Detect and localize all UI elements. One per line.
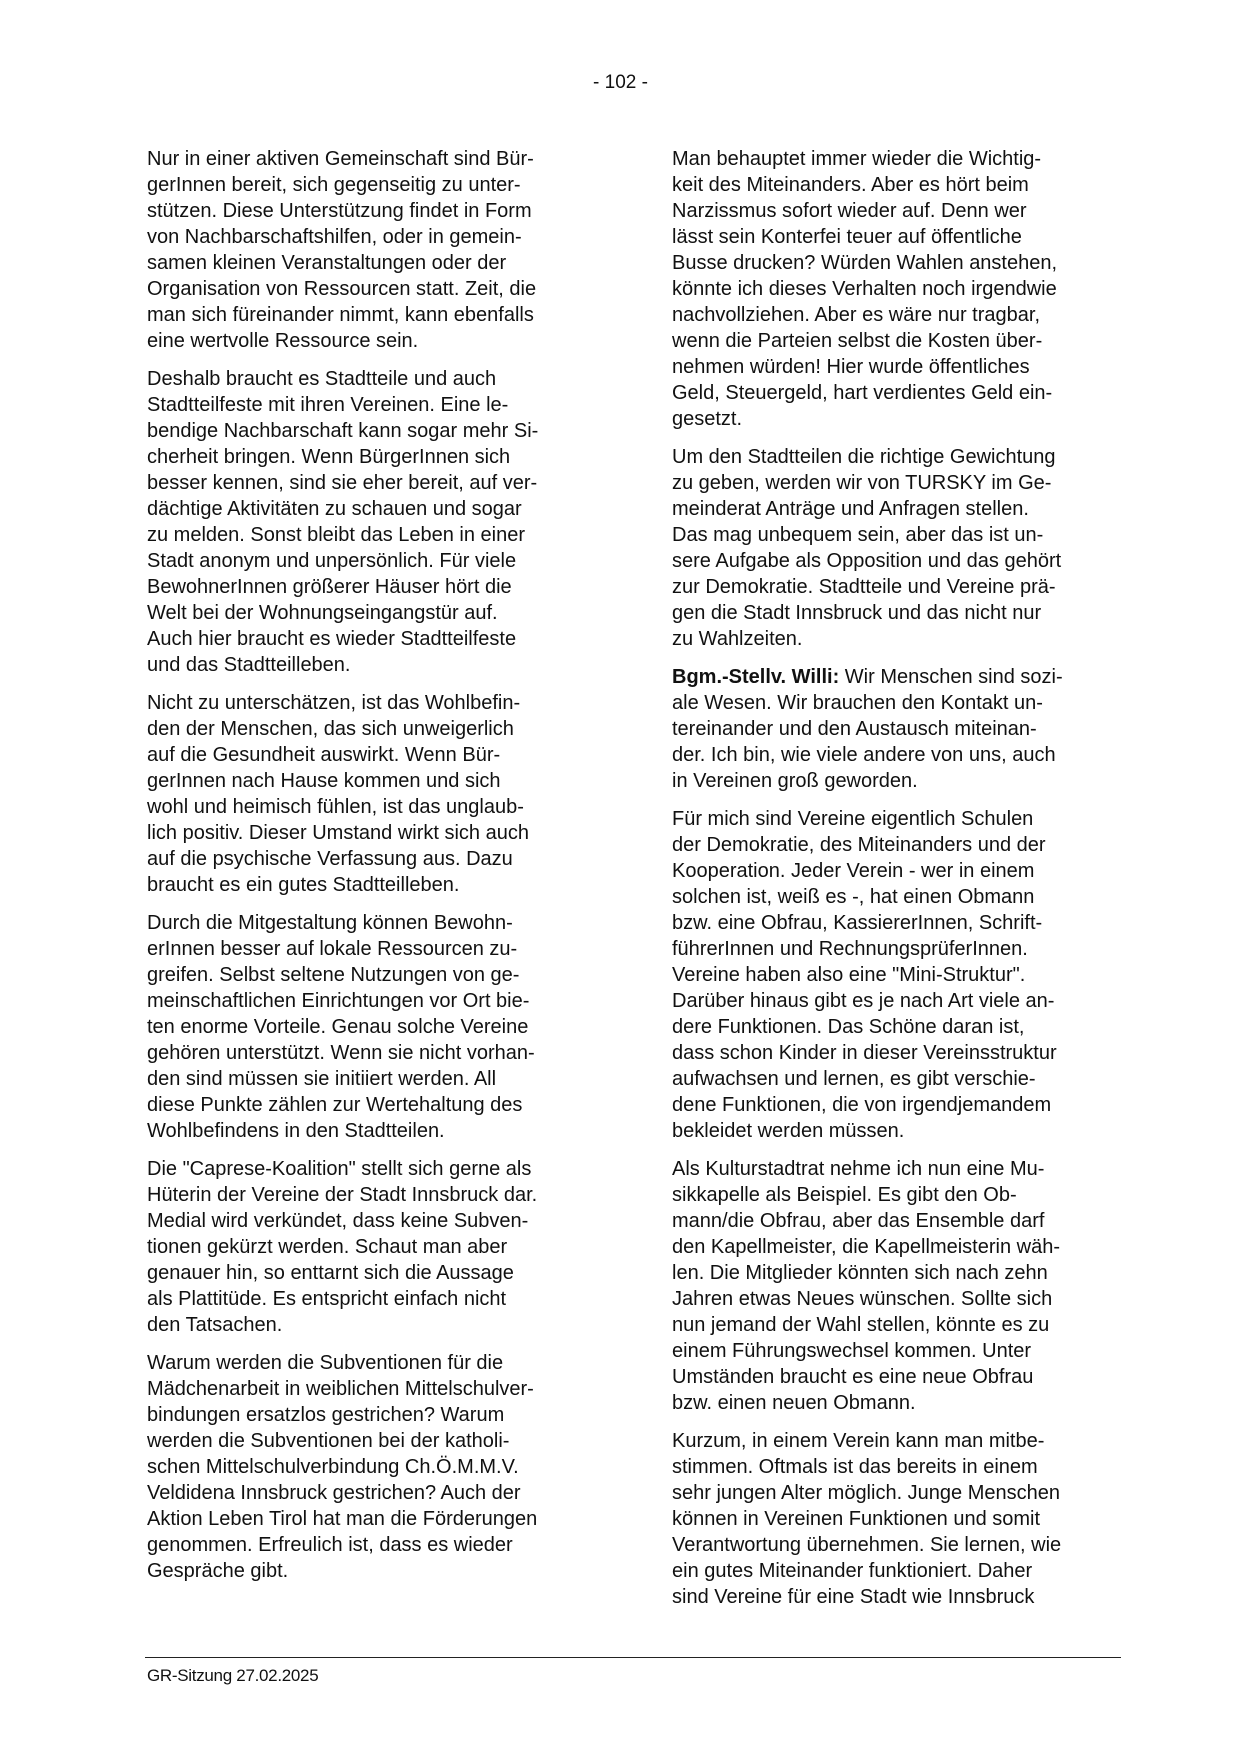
text-line: Aktion Leben Tirol hat man die Förderungen	[147, 1508, 538, 1530]
text-line: Gespräche gibt.	[147, 1560, 289, 1582]
text-line: bendige Nachbarschaft kann sogar mehr Si-	[147, 420, 539, 442]
text-line: den Kapellmeister, die Kapellmeisterin wäh-	[672, 1236, 1060, 1258]
text-line: tionen gekürzt werden. Schaut man aber	[147, 1236, 508, 1258]
text-line: lich positiv. Dieser Umstand wirkt sich auch	[147, 822, 529, 844]
text-line: nun jemand der Wahl stellen, könnte es zu	[672, 1314, 1050, 1336]
text-line: ale Wesen. Wir brauchen den Kontakt un-	[672, 692, 1043, 714]
text-line: Medial wird verkündet, dass keine Subven-	[147, 1210, 529, 1232]
text-line: erInnen besser auf lokale Ressourcen zu-	[147, 938, 518, 960]
text-line: Narzissmus sofort wieder auf. Denn wer	[672, 200, 1027, 222]
text-line: nachvollziehen. Aber es wäre nur tragbar,	[672, 304, 1040, 326]
text-line: samen kleinen Veranstaltungen oder der	[147, 252, 507, 274]
text-line: könnte ich dieses Verhalten noch irgendwie	[672, 278, 1057, 300]
text-line: Man behauptet immer wieder die Wichtig-	[672, 148, 1042, 170]
paragraph	[672, 146, 1142, 432]
text-line: gerInnen nach Hause kommen und sich	[147, 770, 501, 792]
text-line: man sich füreinander nimmt, kann ebenfalls	[147, 304, 534, 326]
text-line: gehören unterstützt. Wenn sie nicht vorhan-	[147, 1042, 535, 1064]
text-line: einem Führungswechsel kommen. Unter	[672, 1340, 1032, 1362]
text-line: Jahren etwas Neues wünschen. Sollte sich	[672, 1288, 1053, 1310]
paragraph	[672, 1428, 1142, 1610]
text-line: zu Wahlzeiten.	[672, 628, 803, 650]
text-line: dass schon Kinder in dieser Vereinsstruktur	[672, 1042, 1057, 1064]
text-line: eine wertvolle Ressource sein.	[147, 330, 419, 352]
text-line: greifen. Selbst seltene Nutzungen von ge-	[147, 964, 520, 986]
text-line: aufwachsen und lernen, es gibt verschie-	[672, 1068, 1036, 1090]
paragraph	[672, 444, 1142, 652]
text-line: den sind müssen sie initiiert werden. All	[147, 1068, 497, 1090]
text-line: der. Ich bin, wie viele andere von uns, auch	[672, 744, 1056, 766]
text-line: bindungen ersatzlos gestrichen? Warum	[147, 1404, 505, 1426]
text-line: Busse drucken? Würden Wahlen anstehen,	[672, 252, 1058, 274]
text-line: stützen. Diese Unterstützung findet in Form	[147, 200, 532, 222]
text-line: als Plattitüde. Es entspricht einfach nicht	[147, 1288, 507, 1310]
speaker-text: Wir Menschen sind sozi-	[839, 666, 1063, 688]
text-line: gerInnen bereit, sich gegenseitig zu unter-	[147, 174, 521, 196]
text-line: auf die Gesundheit auswirkt. Wenn Bür-	[147, 744, 501, 766]
text-line: Mädchenarbeit in weiblichen Mittelschulver-	[147, 1378, 534, 1400]
text-line: führerInnen und RechnungsprüferInnen.	[672, 938, 1028, 960]
text-line: keit des Miteinanders. Aber es hört beim	[672, 174, 1029, 196]
text-line: und das Stadtteilleben.	[147, 654, 351, 676]
text-line: Um den Stadtteilen die richtige Gewichtung	[672, 446, 1056, 468]
text-line: Die "Caprese-Koalition" stellt sich gerne als	[147, 1158, 532, 1180]
text-line: zu geben, werden wir von TURSKY im Ge-	[672, 472, 1052, 494]
text-line: dere Funktionen. Das Schöne daran ist,	[672, 1016, 1025, 1038]
text-line: Auch hier braucht es wieder Stadtteilfeste	[147, 628, 517, 650]
text-line: Warum werden die Subventionen für die	[147, 1352, 504, 1374]
text-line: Stadtteilfeste mit ihren Vereinen. Eine le-	[147, 394, 509, 416]
speaker-paragraph	[672, 664, 1142, 794]
text-line: der Demokratie, des Miteinanders und der	[672, 834, 1046, 856]
text-line: mann/die Obfrau, aber das Ensemble darf	[672, 1210, 1045, 1232]
text-line: genauer hin, so enttarnt sich die Aussage	[147, 1262, 514, 1284]
text-line: werden die Subventionen bei der katholi-	[147, 1430, 510, 1452]
footer-session-date: GR-Sitzung 27.02.2025	[147, 1666, 319, 1685]
text-line: Verantwortung übernehmen. Sie lernen, wie	[672, 1534, 1062, 1556]
text-line: Veldidena Innsbruck gestrichen? Auch der	[147, 1482, 521, 1504]
text-line	[672, 664, 1142, 690]
paragraph	[147, 146, 617, 354]
text-line: ten enorme Vorteile. Genau solche Vereine	[147, 1016, 529, 1038]
text-line: Deshalb braucht es Stadtteile und auch	[147, 368, 497, 390]
text-line: den der Menschen, das sich unweigerlich	[147, 718, 514, 740]
text-line: bekleidet werden müssen.	[672, 1120, 905, 1142]
text-line: schen Mittelschulverbindung Ch.Ö.M.M.V.	[147, 1456, 519, 1478]
footer-divider	[145, 1657, 1121, 1658]
paragraph	[672, 1156, 1142, 1416]
text-line: gen die Stadt Innsbruck und das nicht nur	[672, 602, 1042, 624]
text-line: stimmen. Oftmals ist das bereits in einem	[672, 1456, 1038, 1478]
text-line: Durch die Mitgestaltung können Bewohn-	[147, 912, 513, 934]
text-line: bzw. eine Obfrau, KassiererInnen, Schrift-	[672, 912, 1043, 934]
text-line: wenn die Parteien selbst die Kosten über-	[672, 330, 1043, 352]
text-line: zur Demokratie. Stadtteile und Vereine prä-	[672, 576, 1056, 598]
text-line: Nicht zu unterschätzen, ist das Wohlbefin-	[147, 692, 521, 714]
text-line: Organisation von Ressourcen statt. Zeit, die	[147, 278, 537, 300]
text-line: sehr jungen Alter möglich. Junge Menschen	[672, 1482, 1061, 1504]
text-line: Das mag unbequem sein, aber das ist un-	[672, 524, 1044, 546]
text-line: Umständen braucht es eine neue Obfrau	[672, 1366, 1034, 1388]
paragraph	[147, 690, 617, 898]
text-line: bzw. einen neuen Obmann.	[672, 1392, 916, 1414]
text-line: Wohlbefindens in den Stadtteilen.	[147, 1120, 445, 1142]
speaker-name: Bgm.-Stellv. Willi:	[672, 666, 840, 688]
text-line: lässt sein Konterfei teuer auf öffentliche	[672, 226, 1022, 248]
right-column	[672, 146, 1142, 1622]
text-line: auf die psychische Verfassung aus. Dazu	[147, 848, 513, 870]
text-line: Nur in einer aktiven Gemeinschaft sind Bür-	[147, 148, 534, 170]
text-line: len. Die Mitglieder könnten sich nach zehn	[672, 1262, 1048, 1284]
text-line: Vereine haben also eine "Mini-Struktur".	[672, 964, 1026, 986]
text-line: dächtige Aktivitäten zu schauen und sogar	[147, 498, 522, 520]
text-line: Kooperation. Jeder Verein - wer in einem	[672, 860, 1035, 882]
text-line: sikkapelle als Beispiel. Es gibt den Ob-	[672, 1184, 1017, 1206]
text-line: BewohnerInnen größerer Häuser hört die	[147, 576, 512, 598]
text-line: sere Aufgabe als Opposition und das gehört	[672, 550, 1062, 572]
text-line: wohl und heimisch fühlen, ist das unglaub-	[147, 796, 524, 818]
paragraph	[147, 1156, 617, 1338]
text-line: Stadt anonym und unpersönlich. Für viele	[147, 550, 517, 572]
text-line: genommen. Erfreulich ist, dass es wieder	[147, 1534, 513, 1556]
left-column	[147, 146, 617, 1596]
text-line: braucht es ein gutes Stadtteilleben.	[147, 874, 460, 896]
text-line: sind Vereine für eine Stadt wie Innsbruck	[672, 1586, 1035, 1608]
paragraph	[147, 910, 617, 1144]
paragraph	[147, 1350, 617, 1584]
page-number: - 102 -	[593, 72, 648, 93]
text-line: in Vereinen groß geworden.	[672, 770, 918, 792]
text-line: ein gutes Miteinander funktioniert. Daher	[672, 1560, 1033, 1582]
text-line: meinderat Anträge und Anfragen stellen.	[672, 498, 1029, 520]
paragraph	[147, 366, 617, 678]
text-line: Für mich sind Vereine eigentlich Schulen	[672, 808, 1034, 830]
text-line: Welt bei der Wohnungseingangstür auf.	[147, 602, 498, 624]
text-line: können in Vereinen Funktionen und somit	[672, 1508, 1041, 1530]
text-line: zu melden. Sonst bleibt das Leben in einer	[147, 524, 526, 546]
text-line: gesetzt.	[672, 408, 743, 430]
text-line: den Tatsachen.	[147, 1314, 283, 1336]
text-line: Geld, Steuergeld, hart verdientes Geld ein-	[672, 382, 1053, 404]
text-line: meinschaftlichen Einrichtungen vor Ort bie-	[147, 990, 530, 1012]
text-line: nehmen würden! Hier wurde öffentliches	[672, 356, 1030, 378]
text-line: Hüterin der Vereine der Stadt Innsbruck dar.	[147, 1184, 538, 1206]
text-line: solchen ist, weiß es -, hat einen Obmann	[672, 886, 1035, 908]
text-line: dene Funktionen, die von irgendjemandem	[672, 1094, 1052, 1116]
text-line: besser kennen, sind sie eher bereit, auf ver-	[147, 472, 538, 494]
text-line: von Nachbarschaftshilfen, oder in gemein-	[147, 226, 522, 248]
paragraph	[672, 806, 1142, 1144]
text-line: Kurzum, in einem Verein kann man mitbe-	[672, 1430, 1045, 1452]
text-line: Darüber hinaus gibt es je nach Art viele an-	[672, 990, 1055, 1012]
text-line: Als Kulturstadtrat nehme ich nun eine Mu-	[672, 1158, 1045, 1180]
text-line: cherheit bringen. Wenn BürgerInnen sich	[147, 446, 511, 468]
text-line: tereinander und den Austausch miteinan-	[672, 718, 1037, 740]
text-line: diese Punkte zählen zur Wertehaltung des	[147, 1094, 523, 1116]
